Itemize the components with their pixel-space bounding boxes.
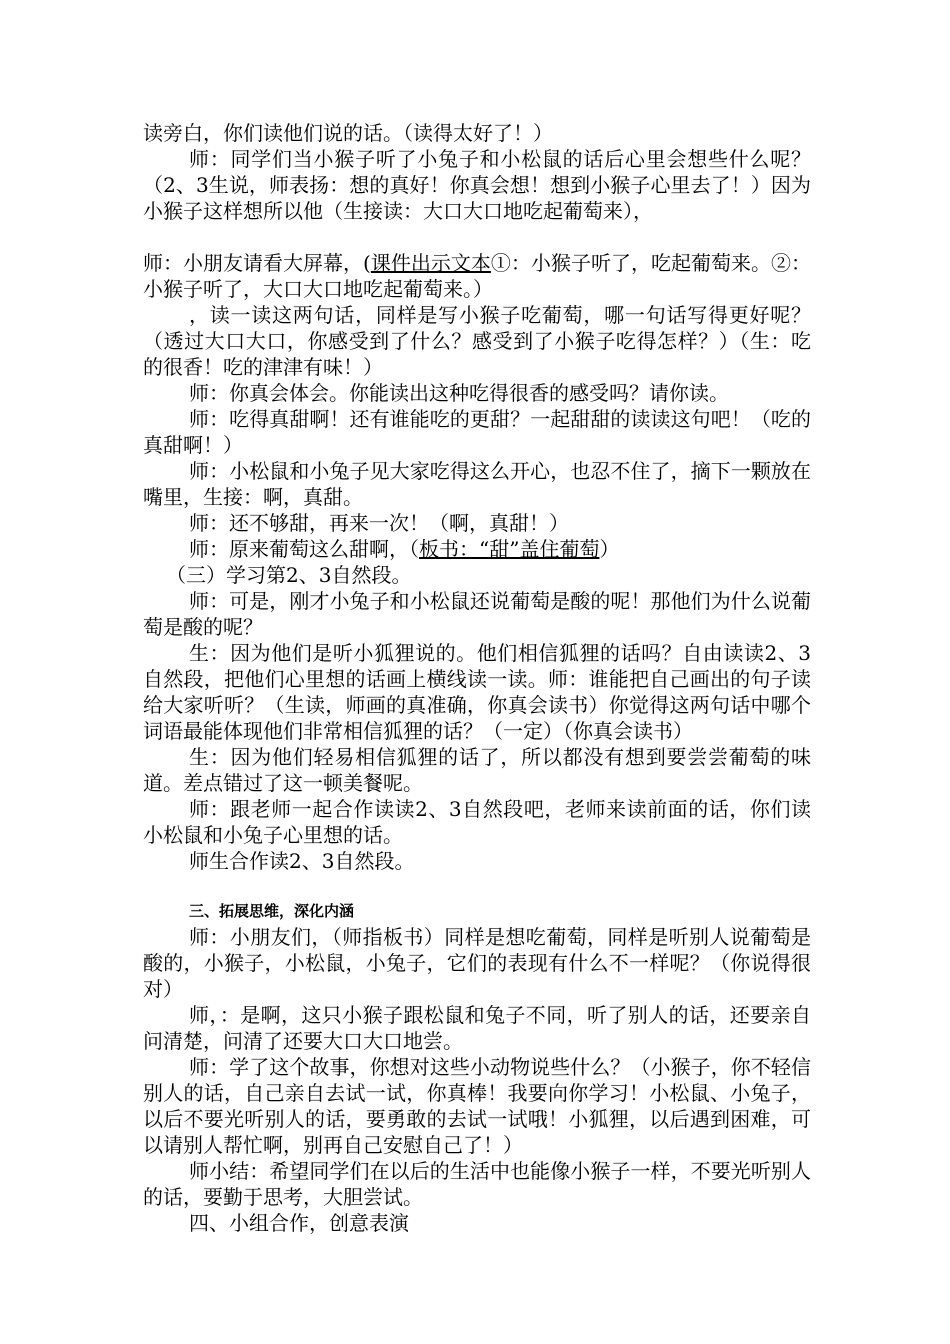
paragraph-read-aloud: 师：你真会体会。你能读出这种吃得很香的感受吗？请你读。 — [189, 381, 729, 405]
paragraph-summary: 师小结：希望同学们在以后的生活中也能像小猴子一样，不要光听别人的话，要勤于思考，大胆尝试。 — [143, 1159, 811, 1209]
spacer — [143, 874, 811, 892]
paragraph-monkey-thoughts: 师：同学们当小猴子听了小兔子和小松鼠的话后心里会想些什么呢？（2、3生说，师表扬：想的真好！你真会想！想到小猴子心里去了！）因为小猴子这样想所以他（生接读：大口大口地吃起葡萄来）， — [143, 147, 811, 223]
text-segment: ①：小猴子听了，吃起葡萄来。②：小猴子听了，大口大口地吃起葡萄来。） — [143, 251, 812, 301]
paragraph-cooperative-reading: 师生合作读2、3自然段。 — [189, 849, 415, 873]
paragraph-narration: 读旁白，你们读他们说的话。（读得太好了！） — [143, 121, 553, 145]
paragraph-compare-sentences: ，读一读这两句话，同样是写小猴子吃葡萄，哪一句话写得更好呢？（透过大口大口，你感受到了什么？感受到了小猴子吃得怎样？）（生：吃的很香！吃的津津有味！） — [143, 303, 811, 379]
paragraph-fox-words: 生：因为他们是听小狐狸说的。他们相信狐狸的话吗？自由读读2、3 自然段，把他们心里想的话画上横线读一读。师：谁能把自己画出的句子读给大家听听？（生读，师画的真准确，你真会读书）你觉得这两句话中哪个词语最能体现他们非常相信狐狸的话？（一定）（你真会读书） — [143, 641, 811, 743]
paragraph-monkey-different: 师，：是啊，这只小猴子跟松鼠和兔子不同，听了别人的话，还要亲自问清楚，问清了还要大口大口地尝。 — [143, 1003, 811, 1053]
paragraph-courseware — [143, 250, 811, 302]
paragraph-squirrel-rabbit: 师：小松鼠和小兔子见大家吃得这么开心，也忍不住了，摘下一颗放在嘴里，生接：啊，真甜。 — [143, 459, 811, 509]
text-segment: ） — [599, 537, 620, 561]
underlined-blackboard-text: 板书：“甜”盖住葡萄 — [419, 537, 600, 561]
section-heading-group-work: 四、小组合作，创意表演 — [189, 1211, 409, 1235]
paragraph-blackboard — [143, 536, 811, 562]
paragraph-compare-animals: 师：小朋友们，（师指板书）同样是想吃葡萄，同样是听别人说葡萄是酸的，小猴子，小松鼠，小兔子，它们的表现有什么不一样呢？（你说得很对） — [143, 925, 811, 1001]
document-body — [143, 120, 811, 1236]
section-heading-expand: 三、拓展思维，深化内涵 — [189, 902, 355, 920]
section-heading-3: （三）学习第2、3自然段。 — [166, 563, 412, 587]
text-segment: 师：原来葡萄这么甜啊，（ — [189, 537, 419, 561]
spacer — [143, 224, 811, 250]
paragraph-missed-meal: 生：因为他们轻易相信狐狸的话了，所以都没有想到要尝尝葡萄的味道。差点错过了这一顿美餐呢。 — [143, 745, 811, 795]
underlined-courseware-text: 课件出示文本 — [370, 251, 491, 275]
text-segment: 师：小朋友请看大屏幕，( — [143, 251, 371, 275]
paragraph-read-together: 师：跟老师一起合作读读2、3自然段吧，老师来读前面的话，你们读小松鼠和小兔子心里想的话。 — [143, 797, 811, 847]
paragraph-why-sour: 师：可是，刚才小兔子和小松鼠还说葡萄是酸的呢！那他们为什么说葡萄是酸的呢？ — [143, 589, 811, 639]
paragraph-sweet: 师：吃得真甜啊！还有谁能吃的更甜？一起甜甜的读读这句吧！（吃的真甜啊！） — [143, 407, 811, 457]
paragraph-again: 师：还不够甜，再来一次！（啊，真甜！） — [189, 511, 569, 535]
paragraph-message-animals: 师：学了这个故事，你想对这些小动物说些什么？（小猴子，你不轻信别人的话，自己亲自去试一试，你真棒！我要向你学习！小松鼠、小兔子，以后不要光听别人的话，要勇敢的去试一试哦！小狐狸，以后遇到困难，可以请别人帮忙啊，别再自己安慰自己了！） — [143, 1055, 811, 1157]
